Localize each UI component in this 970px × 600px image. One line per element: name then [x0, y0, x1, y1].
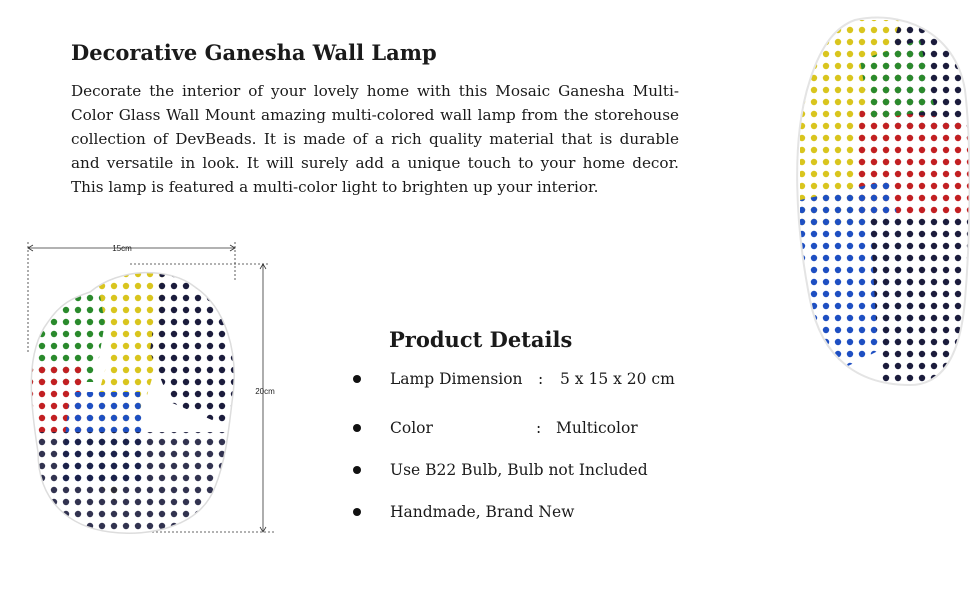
bullet-icon — [353, 508, 361, 516]
detail-label: Lamp Dimension — [390, 370, 523, 388]
product-description: Decorate the interior of your lovely home with this Mosaic Ganesha Multi-Color Glass Wall Mount amazing multi-colored wall lamp from the storehouse collection of DevBeads. It is made of a rich quality material that is durable and versatile in look. It will surely add a unique touch to your home decor. This lamp is featured a multi-color light to brighten up your interior. — [71, 82, 679, 196]
detail-item-bulb — [353, 461, 648, 479]
product-details-heading: Product Details — [389, 327, 573, 352]
height-dimension-label: 20cm — [255, 387, 275, 396]
detail-item-handmade — [353, 503, 574, 521]
width-dimension-label: 15cm — [112, 244, 132, 253]
detail-separator: : — [536, 419, 542, 437]
detail-label: Use B22 Bulb, Bulb not Included — [390, 461, 648, 479]
bullet-icon — [353, 375, 361, 383]
bullet-icon — [353, 466, 361, 474]
detail-item-lamp-dimension — [353, 370, 675, 388]
lamp-front-view-image — [0, 232, 300, 562]
detail-label: Color — [390, 419, 433, 437]
lamp-side-view-image — [760, 0, 970, 420]
detail-value: 5 x 15 x 20 cm — [560, 370, 675, 388]
bullet-icon — [353, 424, 361, 432]
detail-label: Handmade, Brand New — [390, 503, 575, 521]
detail-separator: : — [538, 370, 544, 388]
detail-item-color — [353, 419, 638, 437]
detail-value: Multicolor — [556, 419, 638, 437]
product-title: Decorative Ganesha Wall Lamp — [71, 40, 437, 65]
